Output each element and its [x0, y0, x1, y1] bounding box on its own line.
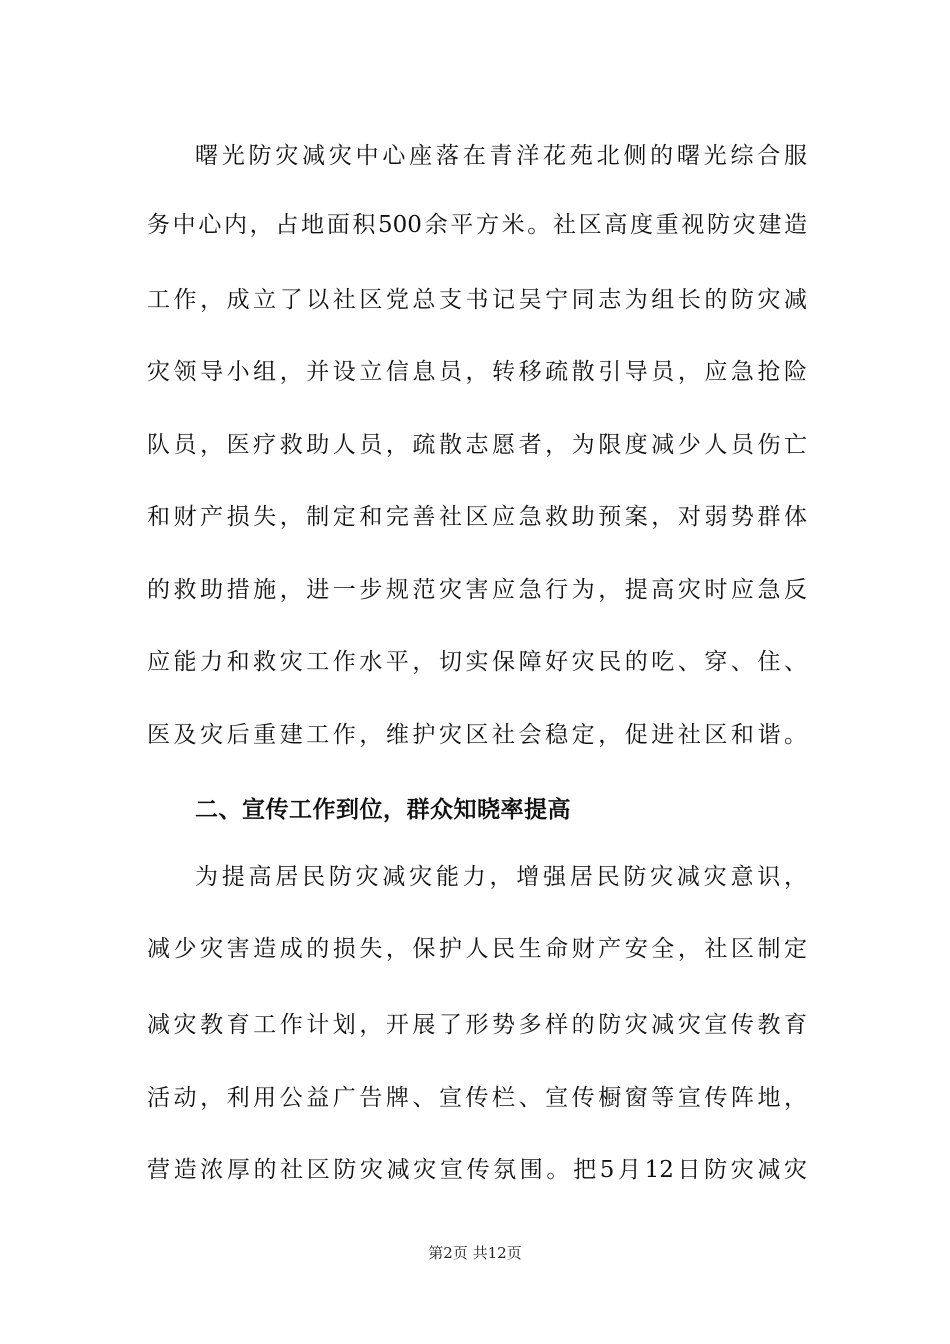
paragraph-1-line-4: 灾领导小组，并设立信息员，转移疏散引导员，应急抢险: [147, 359, 807, 385]
paragraph-2-line-2: 减少灾害造成的损失，保护人民生命财产安全，社区制定: [147, 936, 807, 962]
paragraph-2-line-1: 为提高居民防灾减灾能力，增强居民防灾减灾意识，: [195, 864, 807, 890]
paragraph-1-line-7: 的救助措施，进一步规范灾害应急行为，提高灾时应急反: [147, 577, 807, 603]
page-number-footer: 第2页 共12页: [428, 1244, 522, 1262]
paragraph-2-line-3: 减灾教育工作计划，开展了形势多样的防灾减灾宣传教育: [147, 1012, 807, 1038]
paragraph-1-line-6: 和财产损失，制定和完善社区应急救助预案，对弱势群体: [147, 504, 807, 530]
paragraph-1-line-5: 队员，医疗救助人员，疏散志愿者，为限度减少人员伤亡: [147, 432, 807, 458]
paragraph-1-line-3: 工作，成立了以社区党总支书记吴宁同志为组长的防灾减: [147, 287, 807, 313]
paragraph-1-line-1: 曙光防灾减灾中心座落在青洋花苑北侧的曙光综合服: [195, 143, 807, 169]
paragraph-2-line-5: 营造浓厚的社区防灾减灾宣传氛围。把5月12日防灾减灾: [147, 1157, 807, 1183]
section-heading: 二、宣传工作到位，群众知晓率提高: [195, 797, 571, 823]
paragraph-1-line-2: 务中心内，占地面积500余平方米。社区高度重视防灾建造: [147, 212, 807, 238]
paragraph-2-line-4: 活动，利用公益广告牌、宣传栏、宣传橱窗等宣传阵地，: [147, 1085, 807, 1111]
paragraph-1-line-9: 医及灾后重建工作，维护灾区社会稳定，促进社区和谐。: [147, 722, 807, 748]
paragraph-1-line-8: 应能力和救灾工作水平，切实保障好灾民的吃、穿、住、: [147, 649, 807, 675]
